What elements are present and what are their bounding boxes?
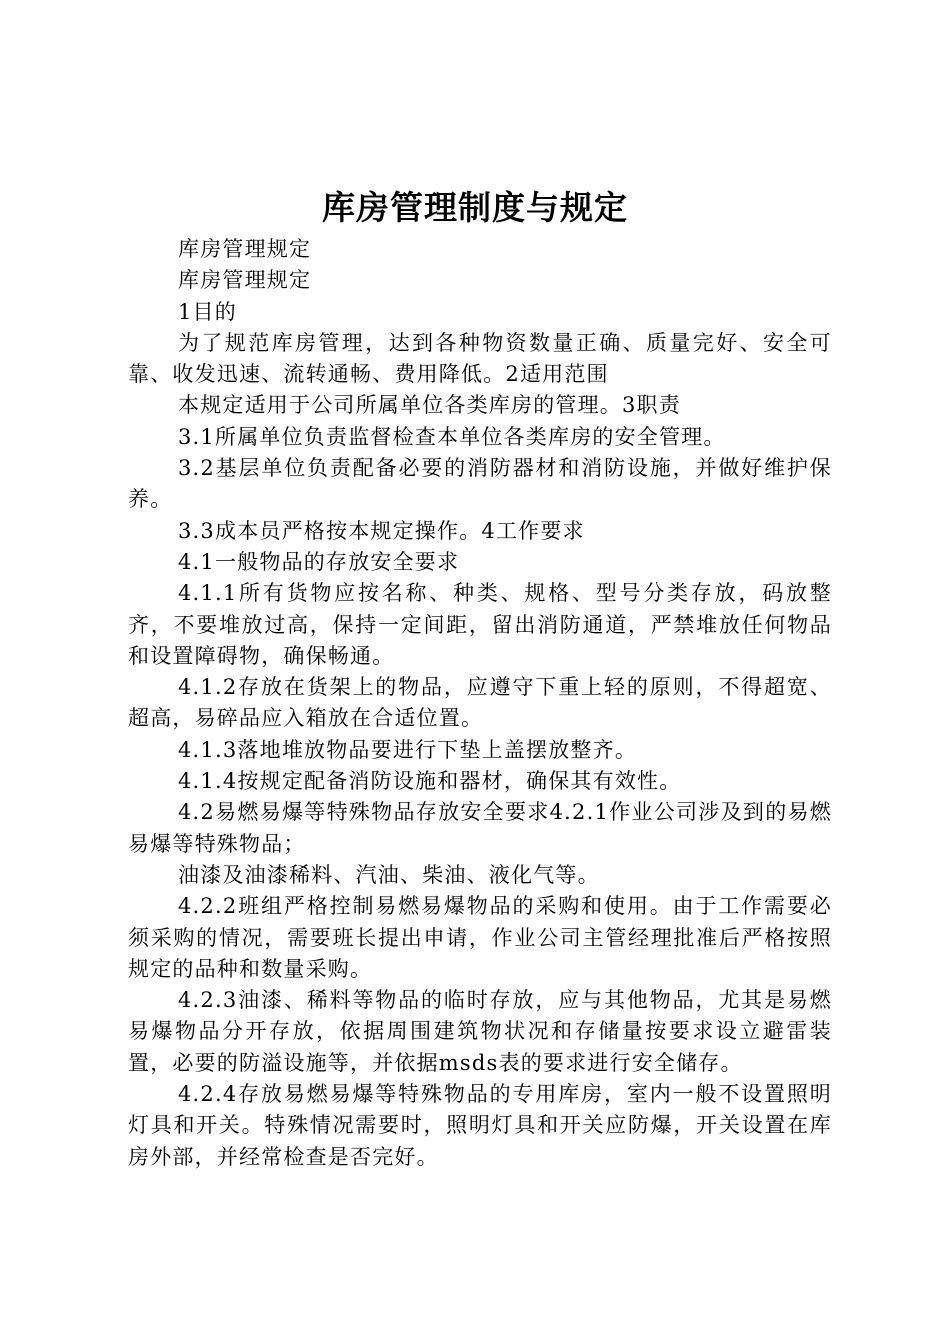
paragraph: 1目的 bbox=[178, 299, 237, 324]
paragraph: 4.1.4按规定配备消防设施和器材，确保其有效性。 bbox=[178, 769, 682, 794]
paragraph: 4.2易燃易爆等特殊物品存放安全要求4.2.1作业公司涉及到的易燃易爆等特殊物品； bbox=[128, 800, 832, 856]
document-body bbox=[128, 234, 832, 1173]
paragraph: 库房管理规定 bbox=[178, 268, 312, 293]
paragraph: 4.2.4存放易燃易爆等特殊物品的专用库房，室内一般不设置照明灯具和开关。特殊情况需要时，照明灯具和开关应防爆，开关设置在库房外部，并经常检查是否完好。 bbox=[128, 1082, 832, 1169]
paragraph: 库房管理规定 bbox=[178, 237, 312, 261]
paragraph: 3.3成本员严格按本规定操作。4工作要求 bbox=[178, 518, 585, 543]
paragraph: 3.2基层单位负责配备必要的消防器材和消防设施，并做好维护保养。 bbox=[128, 456, 832, 512]
paragraph: 4.2.3油漆、稀料等物品的临时存放，应与其他物品，尤其是易燃易爆物品分开存放，依据周围建筑物状况和存储量按要求设立避雷装置，必要的防溢设施等，并依据msds表的要求进行安全储存。 bbox=[128, 988, 832, 1075]
paragraph: 油漆及油漆稀料、汽油、柴油、液化气等。 bbox=[178, 862, 600, 887]
paragraph: 4.1.2存放在货架上的物品，应遵守下重上轻的原则，不得超宽、超高，易碎品应入箱放在合适位置。 bbox=[128, 675, 832, 731]
paragraph: 3.1所属单位负责监督检查本单位各类库房的安全管理。 bbox=[178, 424, 726, 449]
paragraph: 本规定适用于公司所属单位各类库房的管理。3职责 bbox=[178, 393, 681, 418]
paragraph: 4.2.2班组严格控制易燃易爆物品的采购和使用。由于工作需要必须采购的情况，需要班长提出申请，作业公司主管经理批准后严格按照规定的品种和数量采购。 bbox=[128, 894, 832, 981]
document-title: 库房管理制度与规定 bbox=[322, 188, 628, 227]
paragraph: 4.1一般物品的存放安全要求 bbox=[178, 549, 460, 574]
paragraph: 4.1.1所有货物应按名称、种类、规格、型号分类存放，码放整齐，不要堆放过高，保持一定间距，留出消防通道，严禁堆放任何物品和设置障碍物，确保畅通。 bbox=[128, 581, 832, 668]
paragraph: 为了规范库房管理，达到各种物资数量正确、质量完好、安全可靠、收发迅速、流转通畅、费用降低。2适用范围 bbox=[128, 330, 832, 387]
paragraph: 4.1.3落地堆放物品要进行下垫上盖摆放整齐。 bbox=[178, 737, 638, 762]
